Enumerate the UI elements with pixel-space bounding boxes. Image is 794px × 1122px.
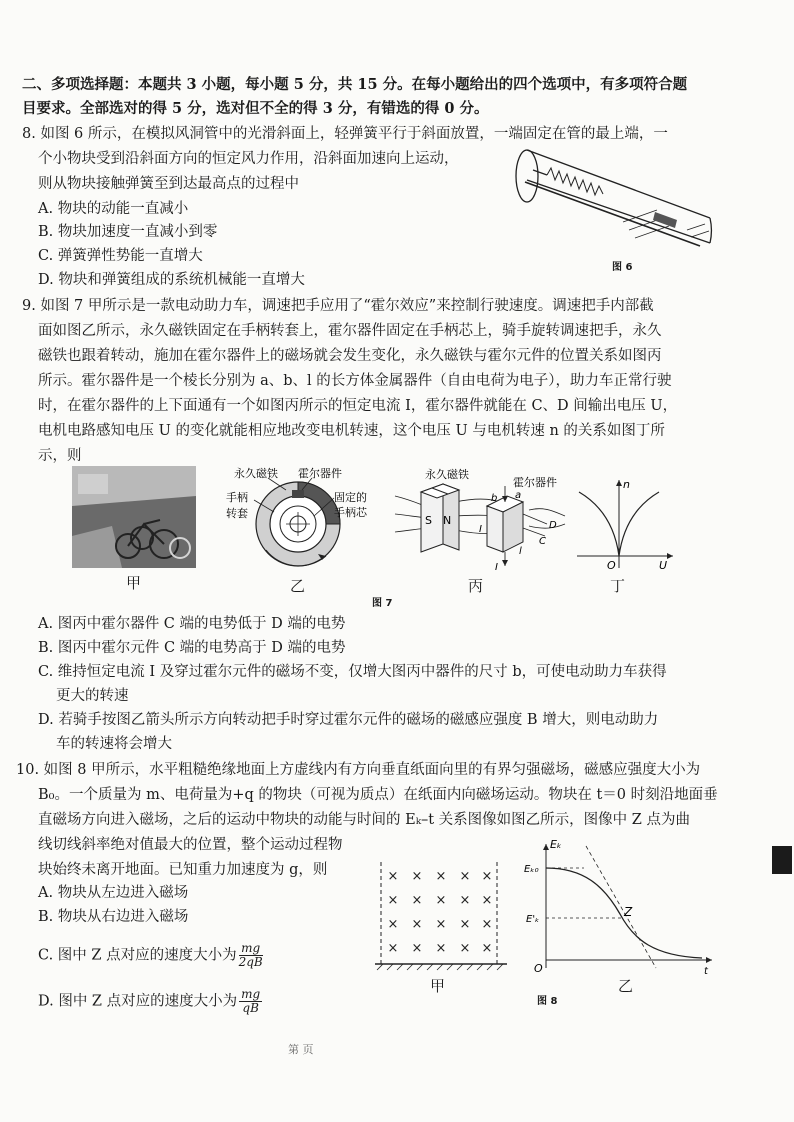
figure-6-wind-tunnel [505, 138, 730, 258]
label-fixed: 固定的 [334, 491, 367, 504]
field-cross: × [459, 941, 471, 956]
q8-option-a: A. 物块的动能一直减小 [38, 201, 189, 217]
label-sleeve: 转套 [226, 507, 248, 520]
label-t-axis: t [704, 966, 708, 977]
field-cross: × [459, 869, 471, 884]
field-cross: × [411, 917, 423, 932]
figure-8-jia-label: 甲 [430, 977, 446, 995]
field-cross: × [435, 941, 447, 956]
q9-stem-line4: 所示。霍尔器件是一个棱长分别为 a、b、l 的长方体金属器件（自由电荷为电子），助力车正常行驶 [38, 373, 672, 389]
q8-option-b: B. 物块加速度一直减小到零 [38, 224, 218, 240]
q8-stem-line3: 则从物块接触弹簧至到达最高点的过程中 [38, 176, 299, 192]
field-cross: × [435, 893, 447, 908]
label-d: D [549, 520, 557, 531]
figure-7-yi-label: 乙 [290, 577, 306, 595]
label-handle: 手柄 [226, 491, 248, 504]
q9-option-d-line1: D. 若骑手按图乙箭头所示方向转动把手时穿过霍尔元件的磁场的磁感应强度 B 增大，则电动助力 [38, 712, 659, 728]
label-ek-prime: E'ₖ [526, 914, 540, 925]
figure-8-jia-field [375, 858, 515, 970]
q10-stem-line1: 10. 如图 8 甲所示，水平粗糙绝缘地面上方虚线内有方向垂直纸面向里的有界匀强磁场，磁感应强度大小为 [16, 762, 701, 778]
q9-option-c-line1: C. 维持恒定电流 I 及穿过霍尔元件的磁场不变，仅增大图丙中器件的尺寸 b，可使电动助力车获得 [38, 664, 667, 680]
figure-7-caption: 图 7 [372, 598, 393, 609]
q8-stem-line2: 个小物块受到沿斜面方向的恒定风力作用，沿斜面加速向上运动， [38, 151, 459, 167]
label-z-point: Z [624, 905, 633, 919]
label-origin-8: O [534, 962, 543, 975]
q10-option-c-numerator: mg [239, 942, 263, 956]
field-cross: × [435, 917, 447, 932]
figure-7-ding-graph [575, 476, 675, 574]
q10-stem-line4: 线切线斜率绝对值最大的位置，整个运动过程物 [38, 837, 343, 853]
figure-8-yi-label: 乙 [618, 977, 634, 995]
label-magnet-bing: 永久磁铁 [425, 468, 469, 481]
label-hall-device: 霍尔器件 [298, 467, 342, 480]
figure-7-yi-cross-section [226, 468, 366, 573]
q9-stem-line6: 电机电路感知电压 U 的变化就能相应地改变电机转速，这个电压 U 与电机转速 n 的关系如图丁所 [38, 423, 665, 439]
field-cross: × [411, 869, 423, 884]
figure-7-bing-label: 丙 [468, 577, 484, 595]
label-l: l [519, 546, 522, 557]
edge-tab-marker [772, 846, 792, 874]
q10-option-c-fraction [239, 942, 263, 969]
label-origin: O [607, 559, 616, 572]
q10-option-d-fraction [239, 988, 262, 1015]
field-cross: × [481, 869, 493, 884]
q9-stem-line7: 示，则 [38, 448, 82, 464]
label-b: b [491, 493, 498, 504]
figure-6-caption: 图 6 [612, 262, 633, 273]
q9-option-c-line2: 更大的转速 [56, 688, 129, 704]
field-cross: × [459, 917, 471, 932]
section-header-line1: 二、多项选择题：本题共 3 小题，每小题 5 分，共 15 分。在每小题给出的四个选项中，有多项符合题 [22, 76, 688, 93]
field-cross: × [387, 917, 399, 932]
label-u-axis: U [659, 559, 668, 572]
q10-stem-line5: 块始终未离开地面。已知重力加速度为 g，则 [38, 862, 328, 878]
field-cross: × [481, 941, 493, 956]
label-core: 手柄芯 [334, 506, 367, 519]
label-current-bottom: I [495, 562, 498, 573]
label-ek-axis: Eₖ [550, 838, 562, 851]
figure-7-bing-hall-setup [395, 466, 567, 576]
q10-option-d-denominator: qB [242, 1001, 259, 1015]
field-cross: × [481, 893, 493, 908]
field-cross: × [481, 917, 493, 932]
field-cross: × [411, 893, 423, 908]
q10-option-c [38, 942, 263, 969]
q10-option-c-text: C. 图中 Z 点对应的速度大小为 [38, 947, 237, 964]
label-hall-bing: 霍尔器件 [513, 476, 557, 489]
figure-8-caption: 图 8 [537, 996, 558, 1007]
section-header-line2: 目要求。全部选对的得 5 分，选对但不全的得 3 分，有错选的得 0 分。 [22, 100, 489, 117]
figure-7-jia-photo [72, 466, 196, 568]
q8-option-c: C. 弹簧弹性势能一直增大 [38, 248, 203, 264]
q10-stem-line3: 直磁场方向进入磁场，之后的运动中物块的动能与时间的 Eₖ–t 关系图像如图乙所示，图像中 Z 点为曲 [38, 812, 690, 828]
q8-option-d: D. 物块和弹簧组成的系统机械能一直增大 [38, 272, 305, 288]
q10-option-b: B. 物块从右边进入磁场 [38, 909, 189, 925]
label-ek0: Eₖ₀ [524, 864, 539, 875]
q10-option-c-denominator: 2qB [238, 955, 263, 969]
figure-8-yi-graph [524, 836, 724, 976]
figure-7-ding-label: 丁 [610, 577, 626, 595]
field-cross: × [459, 893, 471, 908]
label-s-pole: S [425, 514, 432, 527]
q8-stem-line1: 8. 如图 6 所示，在模拟风洞管中的光滑斜面上，轻弹簧平行于斜面放置，一端固定在管的最上端，一 [22, 126, 668, 142]
q9-stem-line2: 面如图乙所示，永久磁铁固定在手柄转套上，霍尔器件固定在手柄芯上，骑手旋转调速把手，永久 [38, 323, 662, 339]
q10-option-d-text: D. 图中 Z 点对应的速度大小为 [38, 993, 238, 1010]
q10-option-a: A. 物块从左边进入磁场 [38, 885, 189, 901]
field-cross: × [411, 941, 423, 956]
figure-7-jia-label: 甲 [126, 574, 142, 592]
label-n-axis: n [623, 478, 630, 491]
field-cross: × [435, 869, 447, 884]
q9-stem-line1: 9. 如图 7 甲所示是一款电动助力车，调速把手应用了“霍尔效应”来控制行驶速度。调速把手内部截 [22, 298, 654, 314]
q10-option-d [38, 988, 262, 1015]
field-cross: × [387, 869, 399, 884]
q9-option-a: A. 图丙中霍尔器件 C 端的电势低于 D 端的电势 [38, 616, 346, 632]
field-cross: × [387, 893, 399, 908]
label-c: C [539, 536, 546, 547]
q9-option-d-line2: 车的转速将会增大 [56, 736, 172, 752]
q9-stem-line5: 时，在霍尔器件的上下面通有一个如图丙所示的恒定电流 I，霍尔器件就能在 C、D 间输出电压 U， [38, 398, 678, 414]
page-footer: 第 页 [288, 1043, 314, 1056]
q9-stem-line3: 磁铁也跟着转动，施加在霍尔器件上的磁场就会发生变化，永久磁铁与霍尔元件的位置关系如图丙 [38, 348, 662, 364]
q9-option-b: B. 图丙中霍尔元件 C 端的电势高于 D 端的电势 [38, 640, 346, 656]
q10-option-d-numerator: mg [241, 987, 261, 1001]
label-current-mid: I [479, 524, 482, 535]
label-n-pole: N [443, 514, 452, 527]
field-cross: × [387, 941, 399, 956]
label-magnet: 永久磁铁 [234, 467, 278, 480]
q10-stem-line2: B₀。一个质量为 m、电荷量为+q 的物块（可视为质点）在纸面内向磁场运动。物块在 t＝0 时刻沿地面垂 [38, 787, 718, 803]
label-a: a [515, 490, 522, 501]
